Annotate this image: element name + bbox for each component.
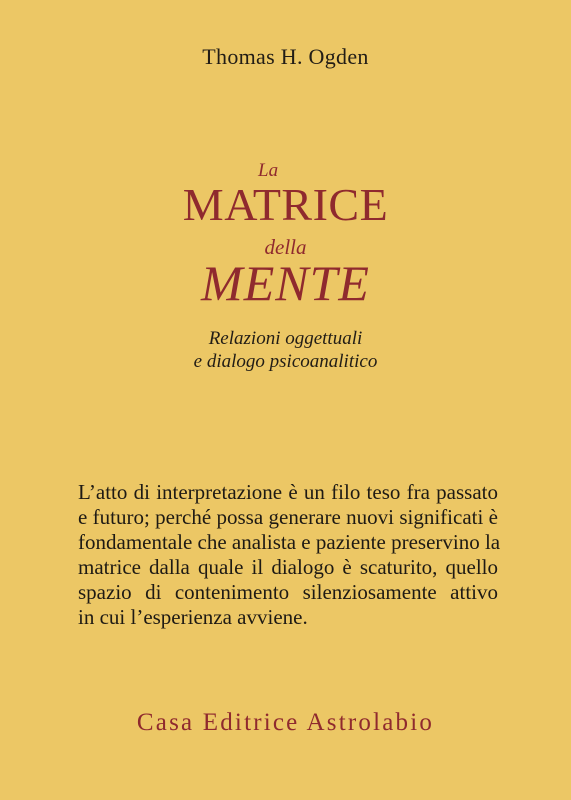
title-word-mente: MENTE <box>201 255 370 311</box>
title-article: La <box>258 160 279 181</box>
title-word-matrice: MATRICE <box>182 179 389 230</box>
blurb-line: in cui l’esperienza avviene. <box>78 605 308 629</box>
blurb-line: fondamentale che analista e paziente preservino la <box>78 530 501 554</box>
book-subtitle <box>0 327 571 373</box>
blurb-line: e futuro; perché possa generare nuovi significati è <box>78 505 498 529</box>
blurb-line: L’atto di interpretazione è un filo teso fra passato <box>78 480 498 504</box>
blurb-line: spazio di contenimento silenziosamente attivo <box>78 580 498 604</box>
title-word-della: della <box>264 235 307 259</box>
publisher-name: Casa Editrice Astrolabio <box>136 709 435 736</box>
cover-blurb <box>78 480 501 630</box>
subtitle-line: Relazioni oggettuali <box>208 328 363 349</box>
author-name: Thomas H. Ogden <box>202 44 369 69</box>
subtitle-line: e dialogo psicoanalitico <box>193 351 378 372</box>
blurb-line: matrice dalla quale il dialogo è scaturito, quello <box>78 555 498 579</box>
